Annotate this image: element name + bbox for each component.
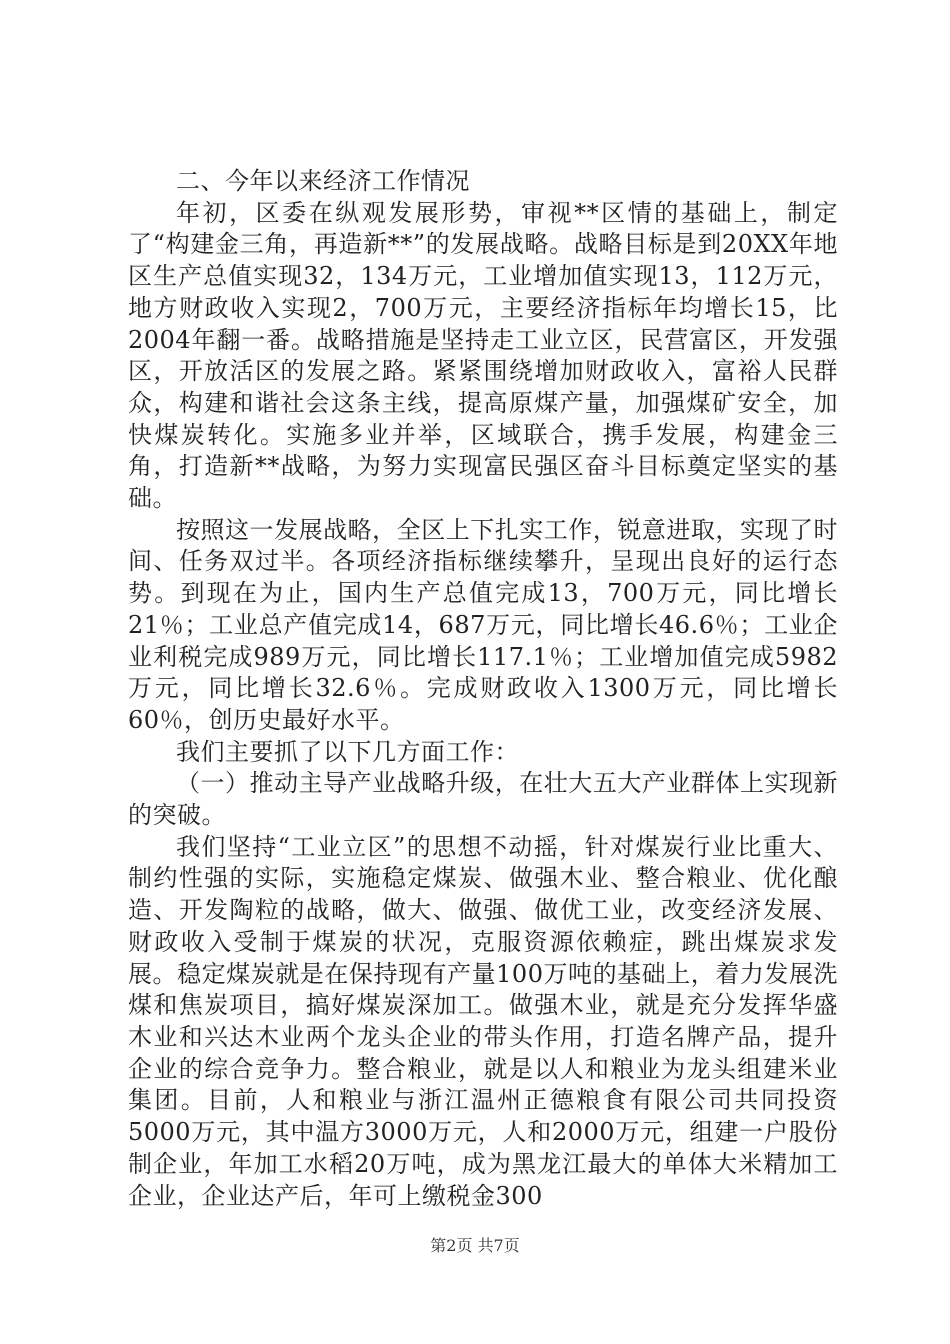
- section-heading: 二、今年以来经济工作情况: [176, 167, 470, 195]
- document-body: [128, 166, 838, 1212]
- subsection-heading: （一）推动主导产业战略升级，在壮大五大产业群体上实现新的突破。: [128, 769, 838, 830]
- paragraph: 年初，区委在纵观发展形势，审视**区情的基础上，制定了“构建金三角，再造新**”的发展战略。战略目标是到20XX年地区生产总值实现32，134万元，工业增加值实现13，112万元，地方财政收入实现2，700万元，主要经济指标年均增长15，比2004年翻一番。战略措施是坚持走工业立区，民营富区，开发强区，开放活区的发展之路。紧紧围绕增加财政收入，富裕人民群众，构建和谐社会这条主线，提高原煤产量，加强煤矿安全，加快煤炭转化。实施多业并举，区域联合，携手发展，构建金三角，打造新**战略，为努力实现富民强区奋斗目标奠定坚实的基础。: [128, 198, 838, 513]
- paragraph: 按照这一发展战略，全区上下扎实工作，锐意进取，实现了时间、任务双过半。各项经济指标继续攀升，呈现出良好的运行态势。到现在为止，国内生产总值完成13，700万元，同比增长21％；工业总产值完成14，687万元，同比增长46.6％；工业企业利税完成989万元，同比增长117.1％；工业增加值完成5982万元，同比增长32.6％。完成财政收入1300万元，同比增长60％，创历史最好水平。: [128, 515, 838, 734]
- paragraph: 我们坚持“工业立区”的思想不动摇，针对煤炭行业比重大、制约性强的实际，实施稳定煤炭、做强木业、整合粮业、优化酿造、开发陶粒的战略，做大、做强、做优工业，改变经济发展、财政收入受制于煤炭的状况，克服资源依赖症，跳出煤炭求发展。稳定煤炭就是在保持现有产量100万吨的基础上，着力发展洗煤和焦炭项目，搞好煤炭深加工。做强木业，就是充分发挥华盛木业和兴达木业两个龙头企业的带头作用，打造名牌产品，提升企业的综合竞争力。整合粮业，就是以人和粮业为龙头组建米业集团。目前，人和粮业与浙江温州正德粮食有限公司共同投资5000万元，其中温方3000万元，人和2000万元，组建一户股份制企业，年加工水稻20万吨，成为黑龙江最大的单体大米精加工企业，企业达产后，年可上缴税金300: [128, 832, 838, 1210]
- paragraph: 我们主要抓了以下几方面工作：: [176, 737, 519, 766]
- page-number-footer: 第2页 共7页: [430, 1236, 520, 1255]
